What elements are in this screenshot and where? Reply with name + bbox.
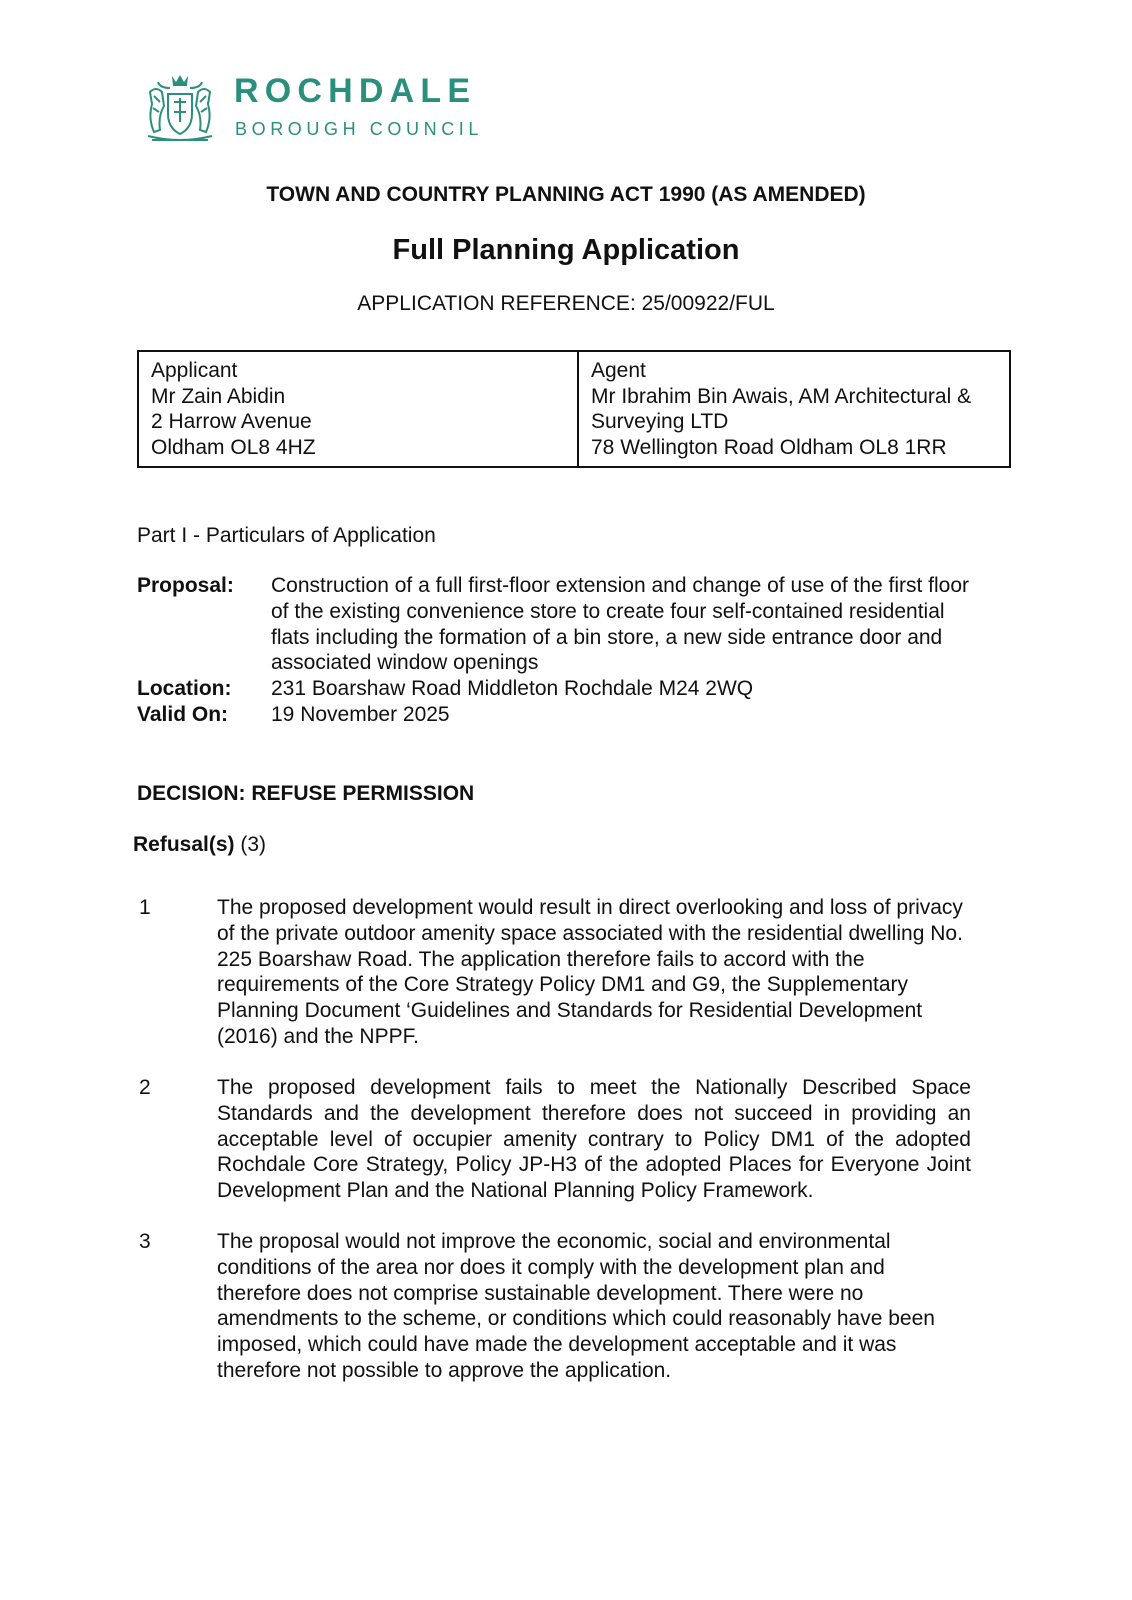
location-label: Location:: [137, 677, 232, 701]
refusals-heading: [133, 832, 266, 857]
refusals-count: (3): [240, 833, 267, 856]
agent-heading: Agent: [591, 359, 646, 382]
applicant-name: Mr Zain Abidin: [151, 384, 286, 408]
refusal-reason: [137, 895, 997, 1050]
refusals-label: Refusal(s): [133, 833, 235, 856]
coat-of-arms-icon: [144, 72, 216, 146]
applicant-address-line2: Oldham OL8 4HZ: [151, 435, 316, 459]
particulars-heading: Part I - Particulars of Application: [137, 524, 436, 547]
proposal-row: [137, 573, 997, 676]
parties-table: [137, 350, 1011, 468]
valid-on-label: Valid On:: [137, 702, 229, 726]
refusal-text: The proposal would not improve the economic, social and environmental conditions of the area nor does it comply with the development plan and therefore does not comprise sustainable development. There were no amendments to the scheme, or conditions which could reasonably have been imposed, which could have made the development acceptable and it was therefore not possible to approve the application.: [217, 1230, 935, 1382]
agent-address: 78 Wellington Road Oldham OL8 1RR: [591, 435, 947, 459]
refusal-number: 2: [139, 1076, 151, 1099]
agent-name: Mr Ibrahim Bin Awais, AM Architectural &: [591, 384, 972, 408]
proposal-value: Construction of a full first-floor extension and change of use of the first floor of the existing convenience store to create four self-contained residential flats including the formation of a bin store, a new side entrance door and associated window openings: [271, 574, 970, 675]
valid-on-value: 19 November 2025: [271, 702, 450, 726]
particulars-list: [137, 573, 997, 728]
agent-cell: [579, 352, 1009, 466]
refusal-number: 1: [139, 896, 151, 919]
council-name-secondary: BOROUGH COUNCIL: [235, 119, 484, 139]
applicant-address-line1: 2 Harrow Avenue: [151, 410, 312, 433]
location-row: [137, 676, 997, 702]
council-logo: [144, 70, 524, 150]
refusal-reason: [137, 1229, 997, 1384]
application-reference: APPLICATION REFERENCE: 25/00922/FUL: [357, 292, 775, 315]
refusal-number: 3: [139, 1230, 151, 1253]
agent-name-continued: Surveying LTD: [591, 410, 729, 433]
valid-on-row: [137, 702, 997, 728]
refusal-reason: [137, 1075, 997, 1204]
proposal-label: Proposal:: [137, 574, 234, 597]
refusal-text: The proposed development fails to meet the Nationally Described Space Standards and the development therefore does not succeed in providing an acceptable level of occupier amenity contrary to Policy DM1 of the adopted Rochdale Core Strategy, Policy JP-H3 of the adopted Places for Everyone Joint Development Plan and the National Planning Policy Framework.: [217, 1076, 971, 1203]
applicant-cell: [139, 352, 579, 466]
location-value: 231 Boarshaw Road Middleton Rochdale M24 2WQ: [271, 677, 754, 701]
document-title: Full Planning Application: [392, 234, 740, 266]
act-title: TOWN AND COUNTRY PLANNING ACT 1990 (AS AMENDED): [266, 183, 866, 206]
refusal-text: The proposed development would result in direct overlooking and loss of privacy of the private outdoor amenity space associated with the residential dwelling No. 225 Boarshaw Road. The application therefore fails to accord with the requirements of the Core Strategy Policy DM1 and G9, the Supplementary Planning Document ‘Guidelines and Standards for Residential Development (2016) and the NPPF.: [217, 896, 963, 1048]
decision-heading: DECISION: REFUSE PERMISSION: [137, 782, 475, 805]
council-name-primary: ROCHDALE: [234, 72, 477, 110]
applicant-heading: Applicant: [151, 359, 238, 382]
